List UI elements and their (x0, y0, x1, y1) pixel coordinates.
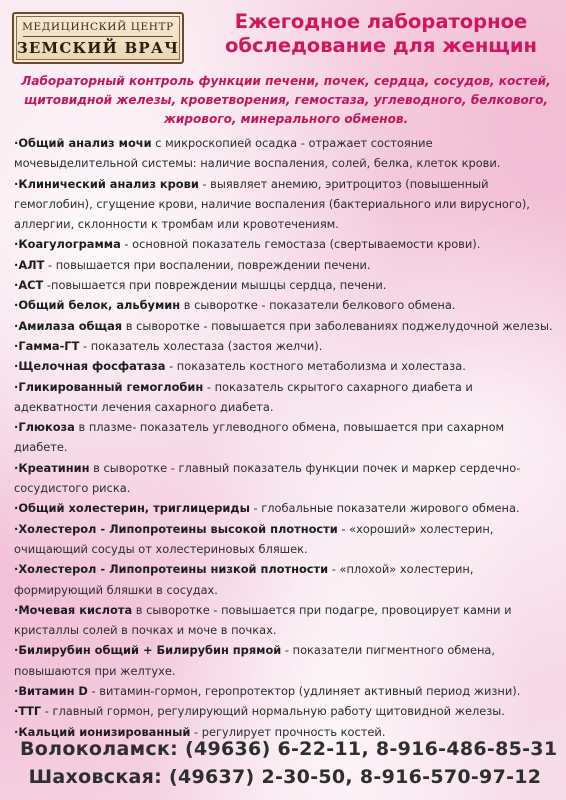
contact-shakhovskaya: Шаховская: (49637) 2-30-50, 8-916-570-97-12 (28, 766, 542, 788)
test-name: ·Коагулограмма (14, 237, 121, 252)
test-list (14, 133, 560, 742)
test-name: ·Мочевая кислота (14, 602, 133, 617)
test-name: ·Витамин D (14, 684, 88, 699)
list-item (14, 275, 560, 295)
list-item (14, 640, 560, 681)
list-item (14, 559, 560, 600)
test-description: - выявляет анемию, эритроцитоз (повышенный гемоглобин), сгущение крови, наличие воспаления (бактериального или вирусного), аллергии, склонности к тромбам или кровотечениям. (14, 176, 530, 232)
test-description: в сыворотке - повышается при подагре, провоцирует камни и кристаллы солей в почках и моче в почках. (14, 602, 512, 638)
test-name: ·Щелочная фосфатаза (14, 359, 166, 374)
test-description: в сыворотке - показатели белкового обмена. (180, 298, 456, 313)
test-name: ·Общий белок, альбумин (14, 298, 181, 313)
test-name: ·Клинический анализ крови (14, 176, 199, 191)
test-description: - регулирует прочность костей. (190, 724, 386, 739)
test-description: в сыворотке - главный показатель функции почек и маркер сердечно-сосудистого риска. (14, 460, 521, 496)
test-description: - главный гормон, регулирующий нормальную работу щитовидной железы. (41, 704, 505, 719)
list-item (14, 600, 560, 641)
test-name: ·Холестерол - Липопротеины низкой плотности (14, 562, 329, 577)
list-item (14, 255, 560, 275)
list-item (14, 417, 560, 458)
list-item (14, 458, 560, 499)
test-description: - «хороший» холестерин, очищающий сосуды от холестериновых бляшек. (14, 521, 494, 556)
list-item (14, 701, 560, 721)
clinic-logo (12, 12, 184, 64)
test-description: - «плохой» холестерин, формирующий бляшки в сосудах. (14, 562, 474, 597)
list-item (14, 356, 560, 376)
test-name: ·Глюкоза (14, 420, 75, 435)
list-item (14, 336, 560, 356)
logo-divider (23, 36, 173, 37)
test-name: ·Общий холестерин, триглицериды (14, 501, 250, 516)
test-description: - показатель скрытого сахарного диабета и адекватности лечения сахарного диабета. (14, 379, 473, 414)
test-name: ·ТТГ (14, 704, 42, 719)
list-item (14, 316, 560, 336)
test-description: в плазме- показатель углеводного обмена, повышается при сахарном диабете. (14, 420, 505, 455)
test-description: - повышается при воспалении, повреждении печени. (44, 257, 371, 272)
list-item (14, 174, 560, 235)
test-name: ·Общий анализ мочи (14, 136, 152, 150)
list-item (14, 498, 560, 518)
test-description: - показатель костного метаболизма и холестаза. (165, 359, 466, 374)
test-name: ·Гликированный гемоглобин (14, 379, 204, 394)
list-item (14, 519, 560, 560)
list-item (14, 133, 560, 174)
test-name: ·Кальций ионизированный (14, 724, 191, 739)
test-name: ·АЛТ (14, 257, 45, 272)
test-description: - основной показатель гемостаза (свертываемости крови). (120, 237, 481, 252)
test-description: - показатель холестаза (застоя желчи). (79, 338, 323, 353)
contact-volokolamsk: Волоколамск: (49636) 6-22-11, 8-916-486-85-31 (20, 738, 558, 760)
title-line-2: обследование для женщин (224, 34, 537, 57)
test-description: в сыворотке - повышается при заболеваниях поджелудочной железы. (122, 318, 553, 333)
test-name: ·АСТ (14, 278, 44, 293)
test-name: ·Амилаза общая (14, 318, 123, 333)
title-line-1: Ежегодное лабораторное (234, 10, 528, 33)
test-description: с микроскопией осадка - отражает состояние мочевыделительной системы: наличие воспаления, солей, белка, клеток крови. (14, 136, 501, 171)
test-name: ·Гамма-ГТ (14, 338, 80, 353)
contact-phones (20, 735, 558, 791)
subtitle: Лабораторный контроль функции печени, почек, сердца, сосудов, костей, щитовидной железы, кроветворения, гемостаза, углеводного, белкового, жирового, минерального обменов. (21, 74, 551, 126)
list-item (14, 681, 560, 701)
test-description: -повышается при повреждении мышцы сердца, печени. (43, 278, 387, 293)
logo-top-text: МЕДИЦИНСКИЙ ЦЕНТР (22, 21, 174, 33)
list-item (14, 377, 560, 418)
test-name: ·Креатинин (14, 460, 90, 475)
test-description: - глобальные показатели жирового обмена. (249, 501, 520, 516)
test-name: ·Билирубин общий + Билирубин прямой (14, 643, 282, 658)
logo-main-text: ЗЕМСКИЙ ВРАЧ (16, 39, 180, 57)
list-item (14, 295, 560, 315)
test-description: - витамин-гормон, геропротектор (удлиняет активный период жизни). (87, 684, 521, 699)
list-item (14, 234, 560, 254)
page-title (206, 10, 556, 58)
test-name: ·Холестерол - Липопротеины высокой плотности (14, 521, 338, 536)
test-description: - показатели пигментного обмена, повышаются при желтухе. (14, 643, 496, 678)
